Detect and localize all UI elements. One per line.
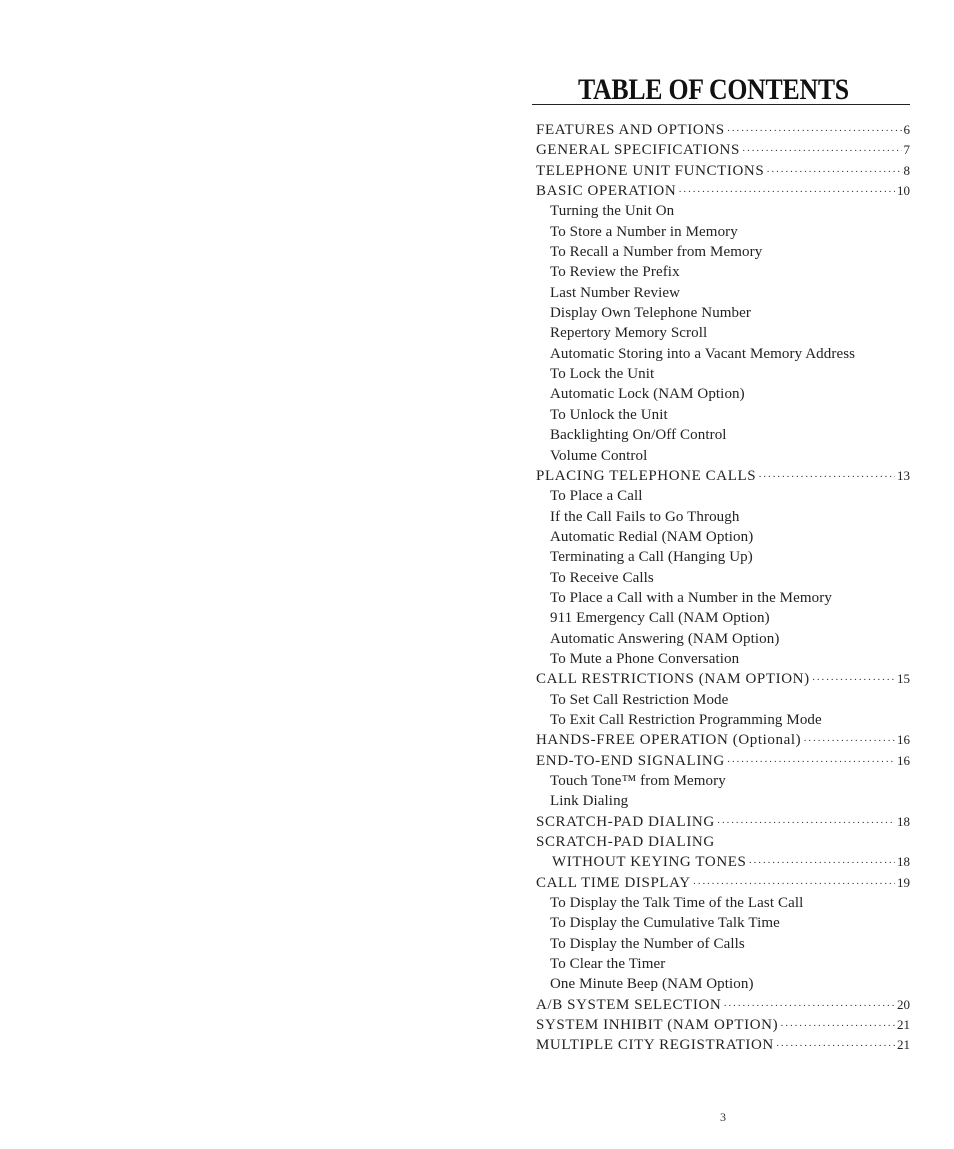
- toc-subsection: [536, 791, 914, 811]
- toc-section-title: MULTIPLE CITY REGISTRATION: [536, 1037, 774, 1054]
- toc-section-title: WITHOUT KEYING TONES: [552, 854, 747, 871]
- toc-page-number: 16: [897, 732, 910, 748]
- toc-section-title: CALL TIME DISPLAY: [536, 874, 691, 891]
- dot-leader: [748, 853, 895, 873]
- toc-subsection: [536, 954, 914, 974]
- toc-subsection-title: Repertory Memory Scroll: [550, 325, 708, 342]
- toc-subsection-title: Terminating a Call (Hanging Up): [550, 549, 753, 566]
- toc-subsection-title: To Clear the Timer: [550, 956, 666, 973]
- toc-page-number: 13: [897, 467, 910, 483]
- toc-section: [536, 995, 910, 1015]
- toc-subsection-title: If the Call Fails to Go Through: [550, 508, 740, 525]
- toc-subsection-title: Last Number Review: [550, 284, 681, 301]
- toc-subsection: [536, 405, 914, 425]
- toc-subsection-title: To Place a Call: [550, 488, 643, 505]
- toc-section-title: GENERAL SPECIFICATIONS: [536, 142, 740, 159]
- table-of-contents: [536, 120, 914, 1056]
- toc-subsection-title: To Store a Number in Memory: [550, 223, 738, 240]
- dot-leader: [758, 467, 895, 487]
- toc-subsection: [536, 262, 914, 282]
- dot-leader: [727, 121, 902, 141]
- toc-subsection-title: Automatic Redial (NAM Option): [550, 528, 754, 545]
- toc-subsection-title: Touch Tone™ from Memory: [550, 773, 726, 789]
- toc-page-number: 21: [897, 1017, 910, 1033]
- toc-subsection: [536, 608, 914, 628]
- toc-section-title: FEATURES AND OPTIONS: [536, 122, 725, 138]
- toc-section-title: SYSTEM INHIBIT (NAM OPTION): [536, 1017, 779, 1034]
- toc-subsection: [536, 364, 914, 384]
- toc-page-number: 10: [897, 183, 910, 199]
- dot-leader: [678, 182, 895, 202]
- toc-subsection-title: To Exit Call Restriction Programming Mode: [550, 711, 822, 728]
- dot-leader: [727, 752, 895, 772]
- toc-page-number: 18: [897, 854, 910, 870]
- toc-subsection-title: Turning the Unit On: [550, 203, 675, 220]
- toc-section: [536, 669, 910, 689]
- toc-section-title: END-TO-END SIGNALING: [536, 752, 725, 769]
- page-title: TABLE OF CONTENTS: [578, 73, 849, 106]
- toc-subsection: [536, 527, 914, 547]
- dot-leader: [776, 1036, 895, 1056]
- toc-section: [536, 812, 910, 832]
- toc-section: [536, 1015, 910, 1035]
- toc-subsection: [536, 690, 914, 710]
- title-divider: [532, 104, 910, 105]
- toc-section: [536, 832, 910, 852]
- toc-section-title: BASIC OPERATION: [536, 183, 677, 200]
- toc-section-title: SCRATCH-PAD DIALING: [536, 813, 715, 830]
- dot-leader: [803, 731, 895, 751]
- toc-subsection-title: To Review the Prefix: [550, 264, 680, 281]
- toc-subsection: [536, 323, 914, 343]
- toc-subsection-title: To Place a Call with a Number in the Memory: [550, 589, 832, 606]
- toc-section-title: CALL RESTRICTIONS (NAM OPTION): [536, 671, 810, 688]
- toc-page-number: 21: [897, 1037, 910, 1053]
- toc-section: [536, 161, 910, 181]
- toc-subsection: [536, 974, 914, 994]
- toc-subsection: [536, 222, 914, 242]
- toc-subsection: [536, 242, 914, 262]
- toc-page-number: 6: [903, 122, 910, 137]
- toc-page-number: 20: [897, 996, 910, 1012]
- toc-subsection-title: Automatic Answering (NAM Option): [550, 630, 780, 647]
- toc-page-number: 18: [897, 813, 910, 829]
- toc-subsection: [536, 568, 914, 588]
- toc-subsection: [536, 588, 914, 608]
- toc-subsection-title: To Display the Number of Calls: [550, 935, 745, 952]
- toc-section-title: A/B SYSTEM SELECTION: [536, 996, 722, 1013]
- toc-section: [536, 751, 910, 771]
- toc-subsection: [536, 710, 914, 730]
- toc-page-number: 8: [903, 162, 910, 178]
- toc-subsection-title: Automatic Lock (NAM Option): [550, 386, 745, 403]
- toc-subsection: [536, 384, 914, 404]
- toc-section-title: SCRATCH-PAD DIALING: [536, 834, 715, 851]
- toc-subsection-title: Link Dialing: [550, 793, 629, 810]
- toc-subsection: [536, 913, 914, 933]
- toc-subsection: [536, 771, 914, 791]
- toc-subsection: [536, 303, 914, 323]
- toc-section: [536, 181, 910, 201]
- dot-leader: [812, 670, 895, 690]
- toc-subsection: [536, 934, 914, 954]
- toc-section: [536, 120, 910, 140]
- toc-subsection-title: To Receive Calls: [550, 569, 654, 586]
- toc-subsection-title: Backlighting On/Off Control: [550, 427, 727, 444]
- dot-leader: [780, 1016, 895, 1036]
- toc-subsection-title: To Display the Cumulative Talk Time: [550, 915, 780, 932]
- toc-section-title: HANDS-FREE OPERATION (Optional): [536, 732, 802, 749]
- toc-subsection-title: To Mute a Phone Conversation: [550, 650, 740, 667]
- toc-subsection-title: Automatic Storing into a Vacant Memory Address: [550, 345, 856, 362]
- toc-subsection-title: To Lock the Unit: [550, 366, 655, 383]
- toc-subsection: [536, 283, 914, 303]
- toc-page-number: 19: [897, 874, 910, 890]
- toc-section: [536, 140, 910, 160]
- toc-subsection: [536, 344, 914, 364]
- toc-subsection: [536, 649, 914, 669]
- toc-subsection-title: To Unlock the Unit: [550, 406, 668, 423]
- dot-leader: [723, 996, 895, 1016]
- toc-page-number: 16: [897, 752, 910, 768]
- toc-section: [536, 1035, 910, 1055]
- toc-subsection-title: Display Own Telephone Number: [550, 305, 752, 322]
- toc-subsection-title: To Set Call Restriction Mode: [550, 691, 729, 708]
- toc-page-number: 7: [903, 142, 910, 158]
- toc-section: [536, 873, 910, 893]
- toc-section-title: PLACING TELEPHONE CALLS: [536, 467, 757, 484]
- dot-leader: [717, 813, 895, 833]
- toc-subsection: [536, 486, 914, 506]
- toc-subsection-title: 911 Emergency Call (NAM Option): [550, 610, 770, 627]
- toc-subsection: [536, 629, 914, 649]
- dot-leader: [742, 141, 902, 161]
- toc-section: [536, 852, 910, 872]
- toc-page-number: 15: [897, 671, 910, 687]
- toc-subsection: [536, 201, 914, 221]
- toc-subsection: [536, 446, 914, 466]
- toc-subsection: [536, 893, 914, 913]
- toc-subsection: [536, 507, 914, 527]
- dot-leader: [693, 874, 895, 894]
- toc-section: [536, 466, 910, 486]
- dot-leader: [766, 162, 901, 182]
- toc-subsection: [536, 425, 914, 445]
- toc-subsection: [536, 547, 914, 567]
- toc-section-title: TELEPHONE UNIT FUNCTIONS: [536, 162, 765, 179]
- toc-subsection-title: Volume Control: [550, 447, 648, 464]
- toc-section: [536, 730, 910, 750]
- toc-subsection-title: One Minute Beep (NAM Option): [550, 976, 754, 993]
- toc-subsection-title: To Recall a Number from Memory: [550, 244, 763, 261]
- page-number: 3: [720, 1110, 726, 1124]
- toc-subsection-title: To Display the Talk Time of the Last Call: [550, 895, 804, 912]
